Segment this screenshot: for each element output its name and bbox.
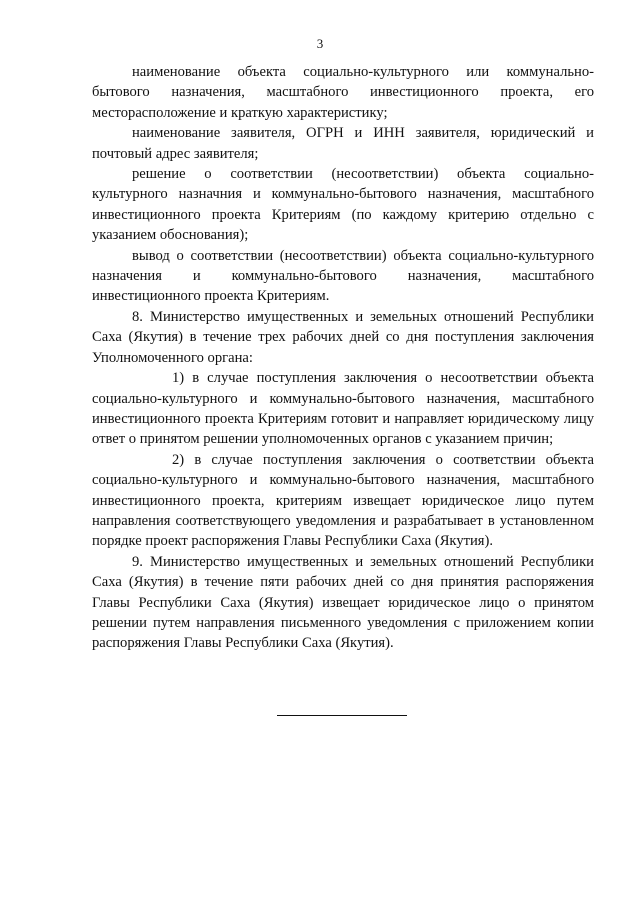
paragraph-compliance-decision: решение о соответствии (несоответствии) объекта социально-культурного назначния и коммунально-бытового назначения, масштабного инвестиционного проекта Критериям (по каждому критерию отдельно с указанием обоснования); [92, 166, 594, 244]
list-item-1 [92, 368, 594, 450]
list-item-number: 1) [172, 370, 185, 387]
paragraph-item-9: 9. Министерство имущественных и земельных отношений Республики Саха (Якутия) в течение пяти рабочих дней со дня принятия распоряжения Главы Республики Саха (Якутия) извещает юридическое лицо о принятом решении путем направления письменного уведомления с приложением копии распоряжения Главы Республики Саха (Якутия). [92, 553, 594, 652]
document-body [92, 62, 594, 654]
list-item-text: в случае поступления заключения о соответствии объекта социально-культурного и коммунально-бытового назначения, масштабного инвестиционного проекта, критериям извещает юридическое лицо путем направления соответствующего уведомления и разрабатывает в установленном порядке проект распоряжения Главы Республики Саха (Якутия). [92, 451, 594, 550]
paragraph-compliance-conclusion: вывод о соответствии (несоответствии) объекта социально-культурного назначения и коммунально-бытового назначения, масштабного инвестиционного проекта Критериям. [92, 247, 594, 305]
end-of-document-rule [277, 715, 407, 716]
list-item-text: в случае поступления заключения о несоответствии объекта социально-культурного и коммунально-бытового назначения, масштабного инвестиционного проекта Критериям готовит и направляет юридическому лицу ответ о принятом решении уполномоченных органов с указанием причин; [92, 370, 594, 448]
list-item-number: 2) [172, 451, 185, 468]
paragraph-applicant-name: наименование заявителя, ОГРН и ИНН заявителя, юридический и почтовый адрес заявителя; [92, 125, 594, 162]
page-number: 3 [316, 36, 324, 51]
paragraph-object-name: наименование объекта социально-культурного или коммунально-бытового назначения, масштабного инвестиционного проекта, его месторасположение и краткую характеристику; [92, 64, 594, 121]
paragraph-item-8: 8. Министерство имущественных и земельных отношений Республики Саха (Якутия) в течение трех рабочих дней со дня поступления заключения Уполномоченного органа: [92, 308, 594, 366]
list-item-2 [92, 450, 594, 552]
